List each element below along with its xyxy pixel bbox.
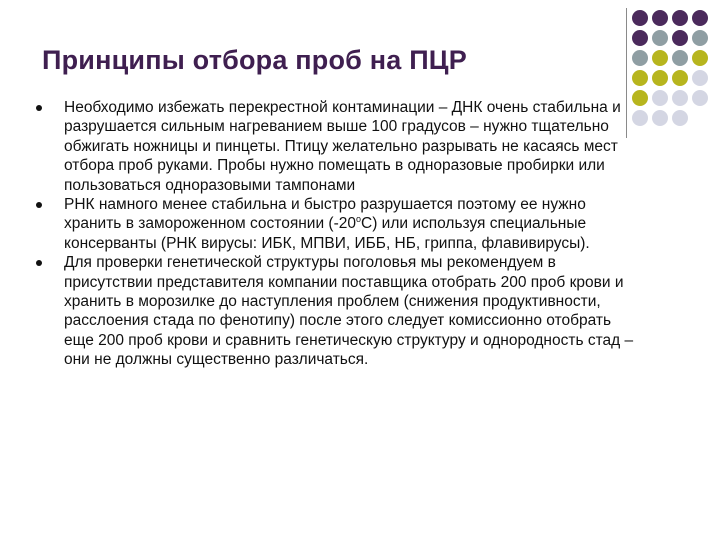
decorative-dot xyxy=(672,30,688,46)
decorative-dot xyxy=(632,50,648,66)
decorative-dot xyxy=(692,50,708,66)
bullet-dot-icon xyxy=(36,202,42,208)
decorative-dot xyxy=(632,70,648,86)
bullet-text: Необходимо избежать перекрестной контаминации – ДНК очень стабильна и разрушается сильным нагреванием выше 100 градусов – нужно тщательно обжигать ножницы и пинцеты. Птицу желательно разрывать не касаясь мест отбора проб руками. Пробы нужно помещать в одноразовые пробирки или пользоваться одноразовыми тампонами xyxy=(64,99,621,194)
bullet-item xyxy=(34,98,644,195)
degree-mark: o xyxy=(355,214,361,225)
bullet-item xyxy=(34,195,644,253)
bullet-item xyxy=(34,253,644,369)
decorative-dot xyxy=(692,30,708,46)
slide-title: Принципы отбора проб на ПЦР xyxy=(42,45,467,75)
decorative-dot xyxy=(672,90,688,106)
decorative-dot xyxy=(632,10,648,26)
decorative-dot xyxy=(652,10,668,26)
decorative-dot xyxy=(692,90,708,106)
decorative-dot xyxy=(652,70,668,86)
decorative-dot xyxy=(672,10,688,26)
decorative-dot xyxy=(652,30,668,46)
decorative-dot xyxy=(672,50,688,66)
decorative-dot xyxy=(652,110,668,126)
bullet-text xyxy=(64,196,590,252)
bullet-dot-icon xyxy=(36,260,42,266)
bullet-text: Для проверки генетической структуры поголовья мы рекомендуем в присутствии представителя компании поставщика отобрать 200 проб крови и хранить в морозилке до наступления проблем (снижения продуктивности, расслоения стада по фенотипу) после этого следует комиссионно отобрать еще 200 проб крови и сравнить генетическую структуру и однородность стад – они не должны существенно различаться. xyxy=(64,254,634,369)
decorative-dot xyxy=(632,30,648,46)
bullet-text-part: С) или используя специальные консерванты (РНК вирусы: ИБК, МПВИ, ИББ, НБ, гриппа, флавивирусы). xyxy=(64,215,590,252)
decorative-dot xyxy=(692,70,708,86)
decorative-dot xyxy=(652,90,668,106)
decorative-dot xyxy=(692,10,708,26)
decorative-dot xyxy=(672,70,688,86)
decorative-dot xyxy=(672,110,688,126)
bullet-text-part: РНК намного менее стабильна и быстро разрушается поэтому ее нужно хранить в замороженном состоянии (-20 xyxy=(64,196,586,233)
decorative-dot xyxy=(692,110,708,126)
bullet-dot-icon xyxy=(36,105,42,111)
bullet-list xyxy=(34,98,644,370)
decorative-dot xyxy=(652,50,668,66)
